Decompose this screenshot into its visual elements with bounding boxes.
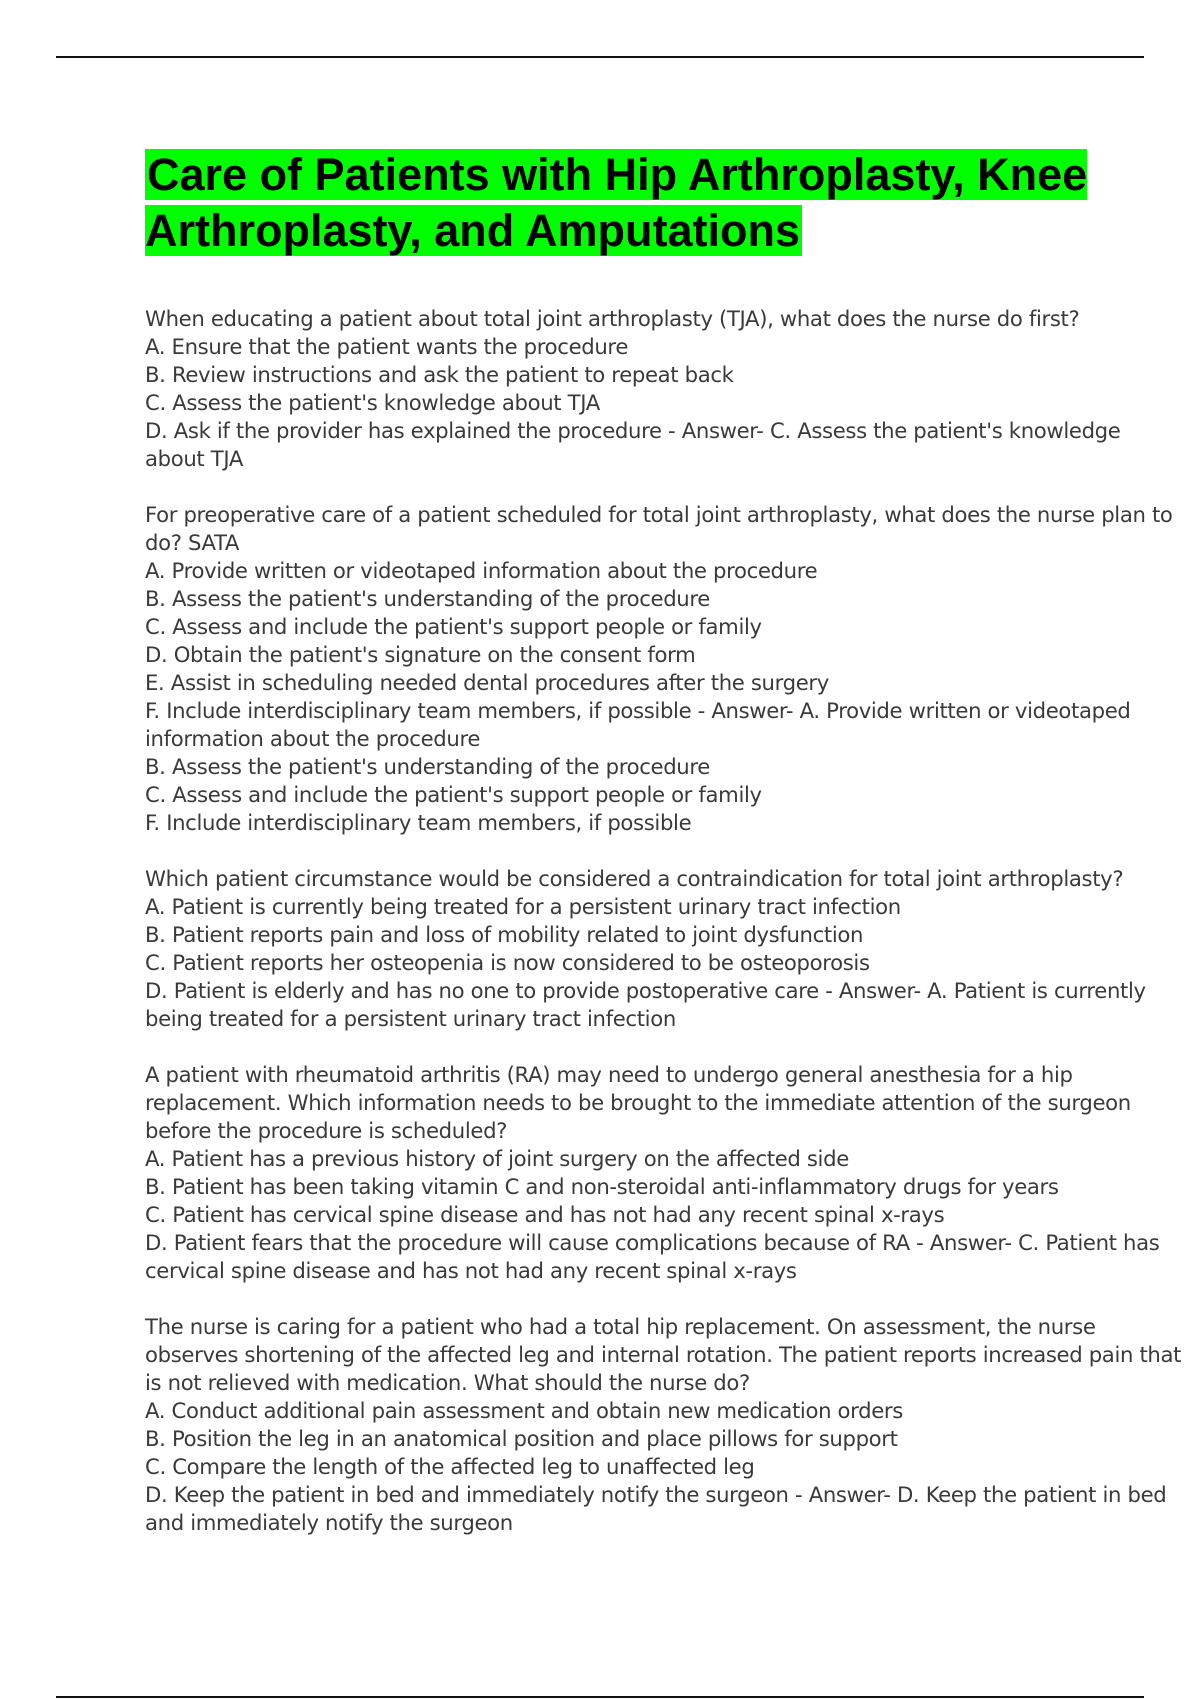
- bottom-rule: [56, 1696, 1144, 1698]
- question-block-3: [145, 865, 1185, 1033]
- option-answer-line: F. Include interdisciplinary team members, if possible - Answer- A. Provide written or videotaped information about the procedure: [145, 698, 1131, 751]
- option-line: A. Patient is currently being treated for a persistent urinary tract infection: [145, 894, 901, 919]
- question-text: For preoperative care of a patient scheduled for total joint arthroplasty, what does the nurse plan to do? SATA: [145, 502, 1173, 555]
- option-line: A. Patient has a previous history of joint surgery on the affected side: [145, 1146, 849, 1171]
- option-answer-line: D. Patient fears that the procedure will cause complications because of RA - Answer- C. Patient has cervical spine disease and has not had any recent spinal x-rays: [145, 1230, 1160, 1283]
- option-answer-line: D. Ask if the provider has explained the procedure - Answer- C. Assess the patient's knowledge about TJA: [145, 418, 1121, 471]
- option-line: B. Position the leg in an anatomical position and place pillows for support: [145, 1426, 898, 1451]
- option-line: A. Provide written or videotaped information about the procedure: [145, 558, 818, 583]
- answer-line: B. Assess the patient's understanding of the procedure: [145, 754, 710, 779]
- answer-line: C. Assess and include the patient's support people or family: [145, 782, 762, 807]
- question-list: [145, 305, 1185, 1537]
- option-line: C. Patient has cervical spine disease and has not had any recent spinal x-rays: [145, 1202, 945, 1227]
- option-line: C. Patient reports her osteopenia is now considered to be osteoporosis: [145, 950, 870, 975]
- question-block-4: [145, 1061, 1185, 1285]
- document-title: [145, 147, 1160, 259]
- option-line: B. Assess the patient's understanding of the procedure: [145, 586, 710, 611]
- option-line: C. Assess the patient's knowledge about TJA: [145, 390, 600, 415]
- option-line: D. Obtain the patient's signature on the consent form: [145, 642, 696, 667]
- answer-line: F. Include interdisciplinary team members, if possible: [145, 810, 692, 835]
- question-text: A patient with rheumatoid arthritis (RA) may need to undergo general anesthesia for a hip replacement. Which information needs to be brought to the immediate attention of the surgeon before the procedure is scheduled?: [145, 1062, 1131, 1143]
- option-answer-line: D. Patient is elderly and has no one to provide postoperative care - Answer- A. Patient is currently being treated for a persistent urinary tract infection: [145, 978, 1146, 1031]
- question-text: Which patient circumstance would be considered a contraindication for total joint arthroplasty?: [145, 866, 1124, 891]
- title-highlight: Care of Patients with Hip Arthroplasty, Knee Arthroplasty, and Amputations: [145, 149, 1088, 256]
- option-answer-line: D. Keep the patient in bed and immediately notify the surgeon - Answer- D. Keep the patient in bed and immediately notify the surgeon: [145, 1482, 1167, 1535]
- question-text: The nurse is caring for a patient who had a total hip replacement. On assessment, the nurse observes shortening of the affected leg and internal rotation. The patient reports increased pain that is not relieved with medication. What should the nurse do?: [145, 1314, 1182, 1395]
- option-line: B. Patient reports pain and loss of mobility related to joint dysfunction: [145, 922, 864, 947]
- option-line: E. Assist in scheduling needed dental procedures after the surgery: [145, 670, 829, 695]
- option-line: C. Assess and include the patient's support people or family: [145, 614, 762, 639]
- question-block-2: [145, 501, 1185, 837]
- option-line: B. Review instructions and ask the patient to repeat back: [145, 362, 734, 387]
- option-line: C. Compare the length of the affected leg to unaffected leg: [145, 1454, 755, 1479]
- document-body: [145, 147, 1185, 1565]
- option-line: A. Ensure that the patient wants the procedure: [145, 334, 629, 359]
- question-text: When educating a patient about total joint arthroplasty (TJA), what does the nurse do first?: [145, 306, 1080, 331]
- option-line: B. Patient has been taking vitamin C and non-steroidal anti-inflammatory drugs for years: [145, 1174, 1059, 1199]
- option-line: A. Conduct additional pain assessment and obtain new medication orders: [145, 1398, 903, 1423]
- question-block-5: [145, 1313, 1185, 1537]
- question-block-1: [145, 305, 1185, 473]
- top-rule: [56, 56, 1144, 58]
